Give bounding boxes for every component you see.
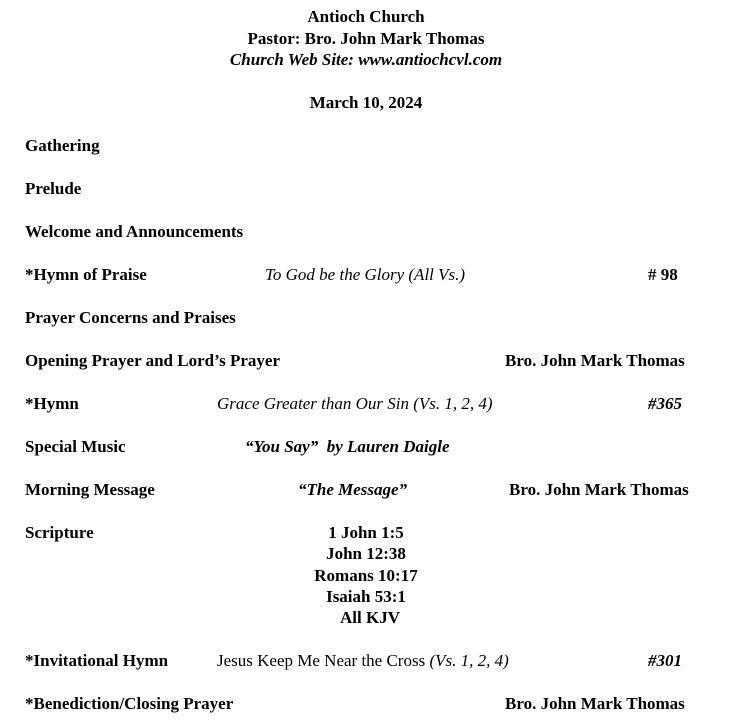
invitational-hymn-verses: (Vs. 1, 2, 4): [429, 651, 509, 670]
church-name: Antioch Church: [307, 7, 425, 26]
invitational-hymn-label: *Invitational Hymn: [25, 651, 169, 670]
website-line: Church Web Site: www.antiochcvl.com: [229, 50, 503, 69]
gathering-label: Gathering: [25, 136, 100, 155]
prayer-concerns-label: Prayer Concerns and Praises: [25, 308, 236, 327]
morning-message-title: “The Message”: [298, 480, 408, 499]
benediction-leader: Bro. John Mark Thomas: [505, 694, 685, 713]
scripture-version: All KJV: [340, 608, 400, 627]
benediction-label: *Benediction/Closing Prayer: [25, 694, 234, 713]
special-music-artist: by Lauren Daigle: [326, 437, 450, 456]
pastor-line: Pastor: Bro. John Mark Thomas: [247, 29, 485, 48]
scripture-label: Scripture: [25, 523, 94, 542]
service-date: March 10, 2024: [309, 93, 423, 112]
scripture-ref: Romans 10:17: [314, 566, 418, 585]
scripture-ref: John 12:38: [326, 544, 406, 563]
special-music-song-title: “You Say”: [245, 437, 319, 456]
prelude-label: Prelude: [25, 179, 82, 198]
hymn-of-praise-number: # 98: [648, 265, 678, 284]
hymn-number: #365: [648, 394, 682, 413]
scripture-ref: Isaiah 53:1: [326, 587, 406, 606]
special-music-song: [245, 437, 450, 457]
morning-message-leader: Bro. John Mark Thomas: [509, 480, 689, 499]
invitational-hymn-title: [217, 651, 509, 671]
invitational-hymn-name: Jesus Keep Me Near the Cross: [217, 651, 426, 670]
scripture-ref: 1 John 1:5: [328, 523, 404, 542]
morning-message-label: Morning Message: [25, 480, 155, 499]
invitational-hymn-number: #301: [648, 651, 682, 670]
opening-prayer-label: Opening Prayer and Lord’s Prayer: [25, 351, 280, 370]
hymn-of-praise-title: To God be the Glory (All Vs.): [265, 265, 466, 284]
hymn-of-praise-label: *Hymn of Praise: [25, 265, 147, 284]
special-music-label: Special Music: [25, 437, 126, 456]
hymn-label: *Hymn: [25, 394, 79, 413]
welcome-label: Welcome and Announcements: [25, 222, 244, 241]
hymn-title: Grace Greater than Our Sin (Vs. 1, 2, 4): [217, 394, 493, 413]
opening-prayer-leader: Bro. John Mark Thomas: [505, 351, 685, 370]
